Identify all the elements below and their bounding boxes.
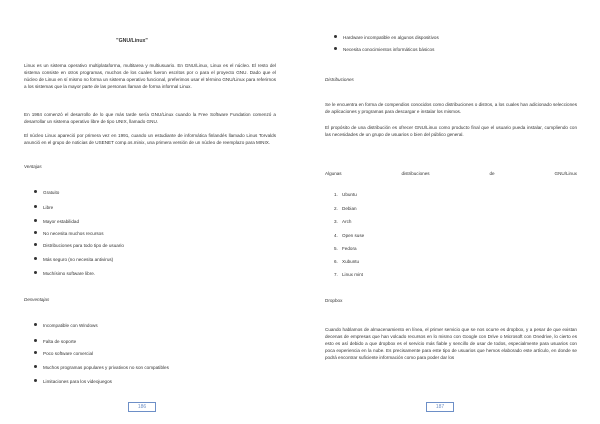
desventajas-heading: Desventajas <box>24 297 50 302</box>
dropbox-heading: Dropbox <box>325 298 343 303</box>
list-item: Distribuciones para todo tipo de usuario <box>34 242 124 249</box>
bullet-icon <box>34 271 37 274</box>
kernel-paragraph: El núcleo Linux apareció por primera vez en 1991, cuando un estudiante de informática finlandés llamado Linus Torvalds anunció en el grupo de noticias de USENET comp.os.minix, una primera versión de un núcleo de reemplazo para MINIX. <box>24 133 276 145</box>
bullet-icon <box>34 231 37 234</box>
list-item: Limitaciones para los videojuegos <box>34 378 112 385</box>
bullet-icon <box>34 339 37 342</box>
purpose-paragraph: El propósito de una distribución es ofrecer GNU/Linux como producto final que el usuario pueda instalar, cumpliendo con las necesidades de un grupo de usuarios o bien del público general. <box>325 125 577 137</box>
list-item: Necesita conocimientos informáticos básicos <box>334 46 434 53</box>
distribuciones-heading: Distribuciones <box>325 77 354 82</box>
page-number: 187 <box>426 402 454 412</box>
bullet-icon <box>34 243 37 246</box>
list-item: 6. Xubuntu <box>334 259 360 264</box>
page-number: 186 <box>128 402 156 412</box>
list-item: Mayor estabilidad <box>34 218 79 225</box>
ventajas-heading: Ventajas <box>24 164 42 169</box>
bullet-icon <box>34 257 37 260</box>
list-item: 5. Fedora <box>334 246 357 251</box>
list-item: Gratuito <box>34 189 59 196</box>
list-item: Poco software comercial <box>34 350 93 357</box>
bullet-icon <box>34 205 37 208</box>
bullet-icon <box>34 323 37 326</box>
history-paragraph: En 1984 comenzó el desarrollo de lo que más tarde sería GNU/Linux cuando la Free Software Fundation comenzó a desarrollar un sistema operativo libre de tipo UNIX, llamado GNU. <box>24 112 276 124</box>
bullet-icon <box>334 35 337 38</box>
dropbox-paragraph: Cuando hablamos de almacenamiento en línea, el primer servicio que se nos ocurre es dropbox, y a pesar de que existan decenas de empresas que han volcado recursos en lo mismo con Google con Drive o Microsoft con Onedrive, lo cierto es esto es así debido a que dropbox es el servicio más fiable y sencillo de usar de todos, especialmente para usuarios con poca experiencia en la nube. Es precisamente para este tipo de usuarios que hemos elaborado este artículo, en donde se podrá encontrar suficiente información como para poder dar los <box>325 327 577 360</box>
list-item: 4. Open suse <box>334 233 365 238</box>
list-item: 2. Debian <box>334 206 357 211</box>
distros-paragraph: Se le encuentra en forma de compendios conocidos como distribuciones o distros, a los cuales han adicionado selecciones de aplicaciones y programas para descargar e instalar los mismos. <box>325 102 577 114</box>
list-item: 1. Ubuntu <box>334 192 357 197</box>
list-item: Hardware incompatible en algunos dispositivos <box>334 34 439 41</box>
bullet-icon <box>34 219 37 222</box>
page-title: "GNU/Linux" <box>116 38 148 44</box>
distros-intro-line: Algunas distribuciones de GNU/Linux <box>325 171 577 176</box>
list-item: 7. Linux mint <box>334 272 363 277</box>
list-item: Falta de soporte <box>34 338 76 345</box>
intro-paragraph: Linux es un sistema operativo multiplataforma, multitarea y multiusuario. En GNU/Linux, Linux es el núcleo. El resto del sistema consiste en otros programas, muchos de los cuales fueron escritos por o para el proyecto GNU. Dado que el núcleo de Linux en sí mismo no forma un sistema operativo funcional, preferimos usar el término GNU/Linux para referirnos a los sistemas que la mayor parte de las personas llaman de forma informal Linux. <box>24 63 276 89</box>
list-item: Más seguro (no necesita antivirus) <box>34 256 113 263</box>
bullet-icon <box>34 351 37 354</box>
bullet-icon <box>34 365 37 368</box>
list-item: 3. Arch <box>334 219 352 224</box>
bullet-icon <box>334 47 337 50</box>
list-item: Libre <box>34 204 53 211</box>
list-item: Incompatible con Windows <box>34 322 98 329</box>
bullet-icon <box>34 379 37 382</box>
list-item: Muchos programas populares y privativos no son compatibles <box>34 364 169 371</box>
list-item: Muchísimo software libre. <box>34 270 95 277</box>
bullet-icon <box>34 190 37 193</box>
list-item: No necesita muchos recursos <box>34 230 104 237</box>
